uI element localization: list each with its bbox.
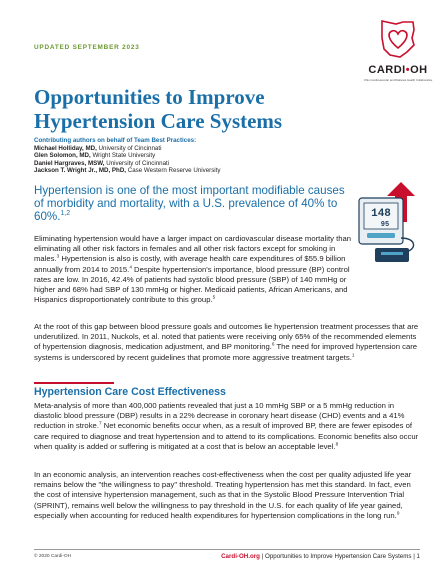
page-title [34, 85, 364, 133]
bp-cuff-band [381, 252, 403, 255]
text-run: Despite hypertension's importance, blood pressure (BP) control rates are low. In 2016, 42.4% of patients had systolic blood pressure (SBP) of 140 mmHg or higher and 68% had SBP of 130 mmHg or higher. Medicaid patients, African Americans, and Hispanics disproportionately contribute to this group. [34, 264, 350, 305]
diastolic-reading: 95 [380, 221, 390, 229]
logo-wordmark [360, 64, 436, 76]
reference-marker: 7 [98, 420, 102, 426]
reference-marker: 5 [212, 294, 216, 300]
author-affiliation: University of Cincinnati [96, 144, 162, 152]
paragraph-1 [34, 234, 356, 305]
author-affiliation: Wright State University [90, 152, 156, 160]
text-run: At the root of this gap between blood pressure goals and outcomes lie hypertension treatment processes that are underutilized. In 2011, Nuckols, et al. noted that patients were receiving only 65% of the recommended elements of hypertension diagnosis, medication adjustment, and BP monitoring. [34, 322, 419, 352]
text-run: Meta-analysis of more than 400,000 patients revealed that just a 10 mmHg SBP or a 5 mmHg reduction in diastolic blood pressure (DBP) results in a 22% decrease in coronary heart disease (CHD) events and a 41% reduction in stroke. [34, 401, 405, 431]
bp-monitor-icon [355, 178, 427, 268]
paragraph-4 [34, 470, 420, 521]
title-line-1: Opportunities to Improve [34, 85, 265, 109]
author-name: Daniel Hargraves, MSW, [34, 159, 105, 167]
logo-word-cardi: CARDI [368, 64, 406, 76]
footer-doc-title: Opportunities to Improve Hypertension Care Systems [265, 553, 412, 560]
authors-lead: Contributing authors on behalf of Team Best Practices: [34, 137, 197, 144]
text-run: Hypertension is also is costly, with average health care expenditures of $55.9 billion annually from 2014 to 2015. [34, 254, 346, 274]
reference-marker: 1 [351, 352, 355, 358]
paragraph-2 [34, 322, 420, 363]
reference-marker: 9 [396, 510, 400, 516]
updated-date: UPDATED SEPTEMBER 2023 [34, 44, 140, 51]
text-run: Eliminating hypertension would have a larger impact on cardiovascular disease mortality than eliminating all other risk factors in females and all other risk factors except for smoking in males. [34, 234, 352, 264]
copyright: © 2020 Cardi-OH [34, 554, 72, 559]
reference-marker: 6 [271, 341, 275, 347]
section-rule [34, 382, 114, 384]
logo-tagline: Ohio Cardiovascular and Diabetes Health Collaborative [363, 78, 433, 82]
author-row [34, 167, 414, 175]
section-heading: Hypertension Care Cost Effectiveness [34, 386, 226, 398]
title-line-2: Hypertension Care Systems [34, 109, 283, 133]
key-statement-ref: 1,2 [60, 210, 71, 218]
footer-rule [34, 549, 420, 550]
monitor-button [367, 233, 395, 238]
bp-monitor-illustration [355, 178, 427, 268]
cardi-oh-logo [360, 18, 436, 88]
page-number: 1 [416, 553, 420, 560]
reference-marker: 8 [335, 441, 339, 447]
ohio-heart-logo-icon [376, 18, 420, 60]
paragraph-3 [34, 401, 420, 452]
author-block [34, 137, 414, 175]
key-statement [34, 184, 346, 224]
footer-separator: | [411, 553, 417, 560]
author-row [34, 160, 414, 168]
author-affiliation: Case Western Reserve University [126, 167, 221, 175]
author-name: Jackson T. Wright Jr., MD, PhD, [34, 167, 127, 175]
footer-citation [221, 553, 420, 560]
author-row [34, 152, 414, 160]
logo-dot: • [405, 64, 411, 76]
site-link[interactable]: Cardi-OH.org [221, 553, 260, 560]
author-name: Michael Holliday, MD, [34, 144, 97, 152]
footer-separator: | [259, 553, 265, 560]
author-row [34, 145, 414, 153]
text-run: In an economic analysis, an intervention reaches cost-effectiveness when the cost per quality adjusted life year remains below the "the willingness to pay" threshold. Treating hypertension has met this standard. In fact, even the cost of intensive hypertension management, such as that in the Systolic Blood Pressure Intervention Trial (SPRINT), remains well below the willingness to pay threshold in the U.S. for each quality of life year gained, especially when accounting for reduced health expenditures for hypertension complications in the long run. [34, 470, 412, 520]
text-run: Net economic benefits occur when, as a result of improved BP, there are fewer episodes of care required to diagnose and treat hypertension and to attend to its complications. Economic benefits also occur when quality is added or suffering is mitigated at a cost that is below an acceptable level. [34, 421, 419, 451]
text-run: The need for improved hypertension care systems is underscored by recent guidelines that promote more aggressive treatment targets. [34, 342, 418, 362]
logo-word-oh: OH [410, 64, 428, 76]
reference-marker: 3 [56, 253, 60, 259]
key-statement-text: Hypertension is one of the most important modifiable causes of morbidity and mortality, with a U.S. prevalence of 40% to 60%. [34, 184, 345, 224]
author-name: Glen Solomon, MD, [34, 152, 91, 160]
systolic-reading: 148 [371, 208, 391, 220]
reference-marker: 4 [129, 264, 132, 270]
author-affiliation: University of Cincinnati [104, 159, 170, 167]
